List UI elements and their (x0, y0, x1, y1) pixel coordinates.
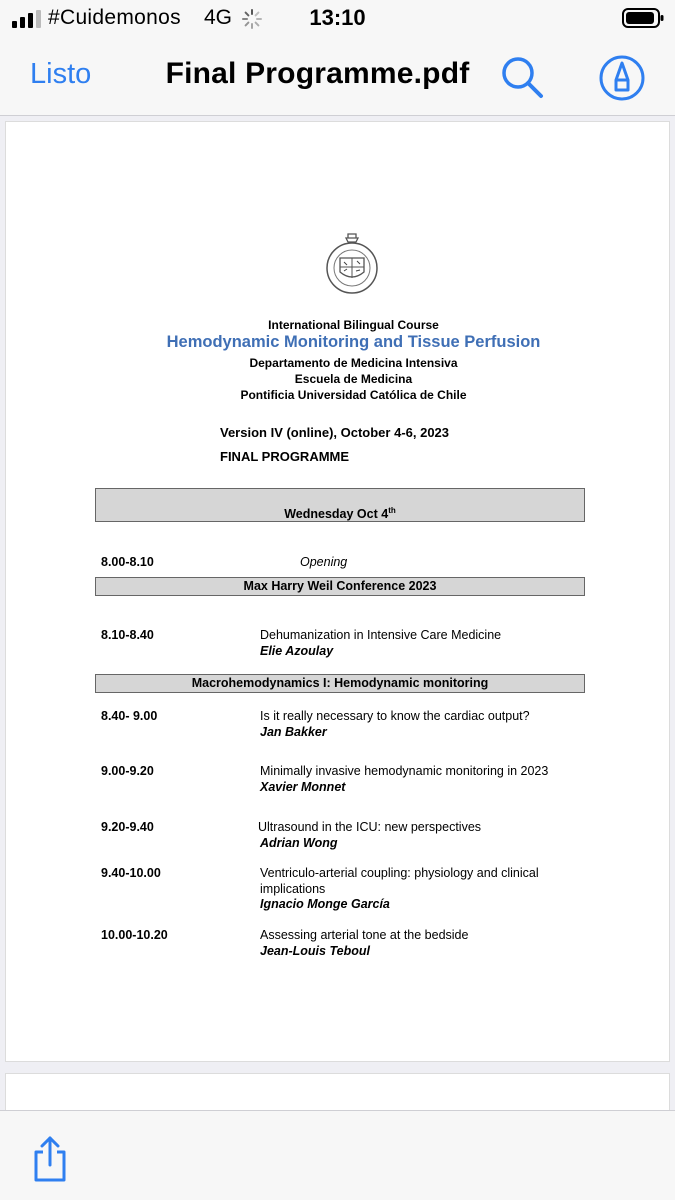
department-name: Departamento de Medicina Intensiva (249, 356, 458, 370)
school-name: Escuela de Medicina (294, 372, 413, 386)
search-icon[interactable] (499, 54, 545, 100)
navigation-bar (0, 40, 675, 116)
university-seal-icon (324, 230, 380, 296)
session-title: Is it really necessary to know the cardiac output? (260, 709, 530, 723)
day-header (95, 488, 585, 522)
session-speaker: Ignacio Monge García (260, 897, 390, 911)
session-time: 9.20-9.40 (101, 820, 154, 834)
session-time: 10.00-10.20 (101, 928, 168, 942)
markup-icon[interactable] (598, 54, 646, 102)
session-title: Assessing arterial tone at the bedside (260, 928, 469, 942)
clock: 13:10 (309, 5, 366, 30)
course-type: International Bilingual Course (268, 318, 439, 332)
session-time: 8.10-8.40 (101, 628, 154, 642)
carrier-name: #Cuidemonos (48, 6, 181, 29)
session-speaker: Jan Bakker (260, 725, 327, 739)
status-bar (0, 0, 675, 40)
document-title: Final Programme.pdf (165, 57, 470, 90)
share-icon[interactable] (30, 1135, 70, 1183)
session-title: Dehumanization in Intensive Care Medicine (260, 628, 502, 642)
session-title: Minimally invasive hemodynamic monitoring in 2023 (260, 764, 549, 778)
session-speaker: Elie Azoulay (260, 644, 334, 658)
session-time: 8.40- 9.00 (101, 709, 158, 723)
session-time: 9.40-10.00 (101, 866, 161, 880)
session-title: Ventriculo-arterial coupling: physiology and clinical implications (260, 866, 539, 896)
opening-time: 8.00-8.10 (101, 555, 154, 569)
day-suffix: th (388, 506, 396, 515)
session-speaker: Adrian Wong (260, 836, 338, 850)
section-header: Macrohemodynamics I: Hemodynamic monitoring (95, 674, 585, 693)
day-label: Wednesday Oct 4 (284, 507, 389, 522)
session-time: 9.00-9.20 (101, 764, 154, 778)
session-title: Ultrasound in the ICU: new perspectives (258, 820, 482, 834)
network-type: 4G (204, 6, 233, 29)
course-version: Version IV (online), October 4-6, 2023 (220, 425, 450, 440)
course-title: Hemodynamic Monitoring and Tissue Perfusion (166, 333, 541, 351)
pdf-page[interactable] (5, 121, 670, 1062)
programme-label: FINAL PROGRAMME (220, 449, 350, 464)
section-header: Max Harry Weil Conference 2023 (95, 577, 585, 596)
bottom-toolbar (0, 1110, 675, 1200)
session-speaker: Xavier Monnet (260, 780, 346, 794)
opening-label: Opening (300, 555, 348, 569)
session-speaker: Jean-Louis Teboul (260, 944, 370, 958)
battery-icon (622, 8, 664, 28)
university-name: Pontificia Universidad Católica de Chile (240, 388, 467, 402)
done-button[interactable]: Listo (30, 58, 92, 90)
